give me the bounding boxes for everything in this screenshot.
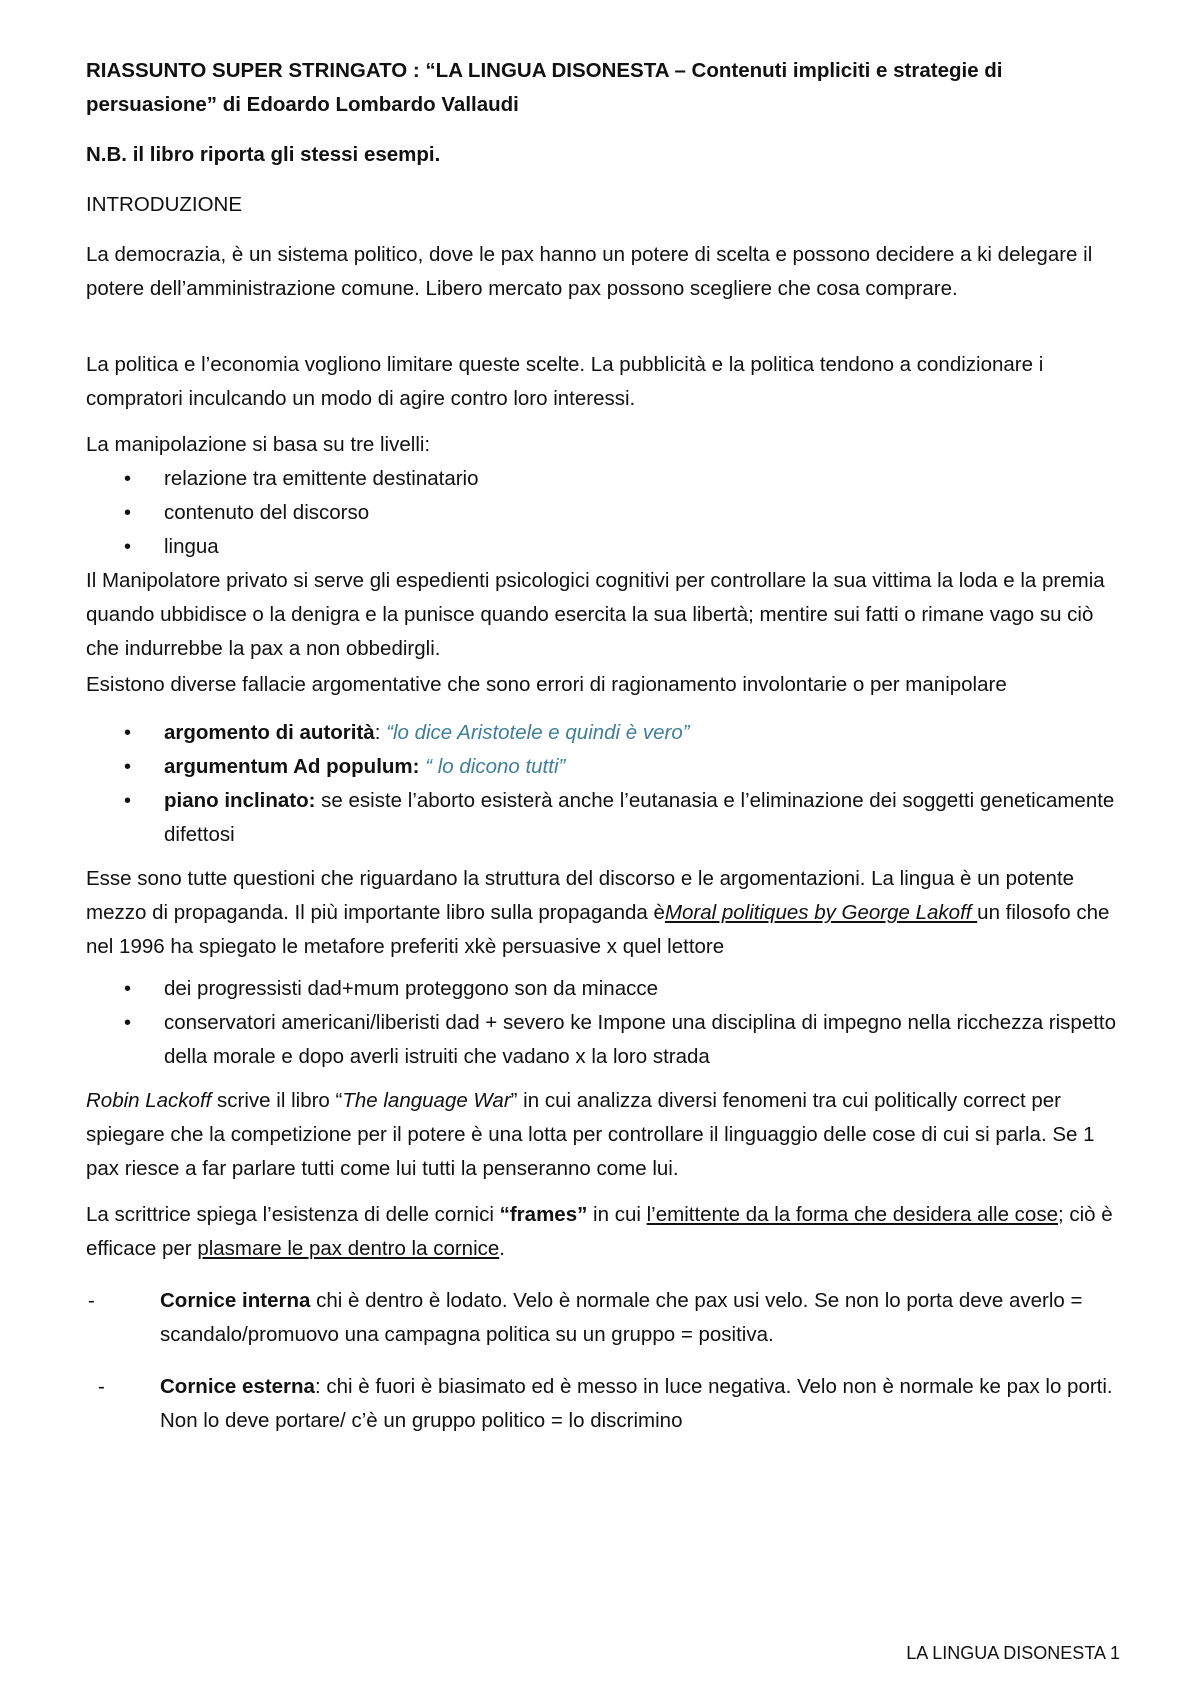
paragraph-politica: La politica e l’economia vogliono limitare queste scelte. La pubblicità e la politica tendono a condizionare i compratori inculcando un modo di agire contro loro interessi. (86, 353, 1044, 410)
list-item: • contenuto del discorso (86, 496, 1126, 530)
levels-list (86, 462, 1126, 564)
note: N.B. il libro riporta gli stessi esempi. (86, 143, 441, 166)
list-item: • conservatori americani/liberisti dad + severo ke Impone una disciplina di impegno nella ricchezza rispetto della morale e dopo averli istruiti che vadano x la loro strada (86, 1006, 1126, 1074)
paragraph-lackoff: Robin Lackoff scrive il libro “The language War” in cui analizza diversi fenomeni tra cui politically correct per spiegare che la competizione per il potere è una lotta per controllare il linguaggio delle cose di cui si parla. Se 1 pax riesce a far parlare tutti come lui tutti la penseranno come lui. (86, 1089, 1095, 1180)
book-title-link: Moral politiques by George Lakoff (664, 901, 978, 924)
levels-intro: La manipolazione si basa su tre livelli: (86, 433, 431, 456)
list-item: • relazione tra emittente destinatario (86, 462, 1126, 496)
title-author: di Edoardo Lombardo Vallaudi (217, 93, 519, 116)
bullet-icon: • (124, 536, 132, 558)
page-footer: LA LINGUA DISONESTA 1 (906, 1643, 1120, 1663)
bullet-icon: • (124, 502, 132, 524)
dash-marker: - (88, 1289, 95, 1312)
list-item: • piano inclinato: se esiste l’aborto esisterà anche l’eutanasia e l’eliminazione dei soggetti geneticamente difettosi (86, 784, 1126, 852)
paragraph-fallacie: Esistono diverse fallacie argomentative che sono errori di ragionamento involontarie o per manipolare (86, 673, 1007, 696)
bullet-icon: • (124, 722, 132, 744)
list-item: • argomento di autorità: “lo dice Aristotele e quindi è vero” (86, 716, 1126, 750)
title-bold: RIASSUNTO SUPER STRINGATO : “LA LINGUA DISONESTA – Contenuti impliciti e strategie di persuasione” (86, 59, 1003, 116)
metaphors-list (86, 972, 1126, 1074)
paragraph-frames: La scrittrice spiega l’esistenza di delle cornici “frames” in cui l’emittente da la forma che desidera alle cose; ciò è efficace per plasmare le pax dentro la cornice. (86, 1203, 1113, 1260)
fallacies-list (86, 716, 1126, 852)
manipulation-levels (86, 428, 1126, 666)
frame-item-external: - Cornice esterna: chi è fuori è biasimato ed è messo in luce negativa. Velo non è normale ke pax lo porti. Non lo deve portare/ c’è un gruppo politico = lo discrimino (98, 1370, 1126, 1438)
list-item: • dei progressisti dad+mum proteggono son da minacce (86, 972, 1126, 1006)
bullet-icon: • (124, 978, 132, 1000)
paragraph-democrazia: La democrazia, è un sistema politico, dove le pax hanno un potere di scelta e possono decidere a ki delegare il potere dell’amministrazione comune. Libero mercato pax possono scegliere che cosa comprare. (86, 243, 1093, 300)
paragraph-propaganda: Esse sono tutte questioni che riguardano la struttura del discorso e le argomentazioni. La lingua è un potente mezzo di propaganda. Il più importante libro sulla propaganda èMoral politiques by George Lakoff un filosofo che nel 1996 ha spiegato le metafore preferiti xkè persuasive x quel lettore (86, 867, 1110, 958)
list-item: • argumentum Ad populum: “ lo dicono tutti” (86, 750, 1126, 784)
bullet-icon: • (124, 1012, 132, 1034)
frame-item-internal: - Cornice interna chi è dentro è lodato. Velo è normale che pax usi velo. Se non lo porta deve averlo = scandalo/promuovo una campagna politica su un gruppo = positiva. (88, 1284, 1128, 1352)
bullet-icon: • (124, 756, 132, 778)
list-item: • lingua (86, 530, 1126, 564)
bullet-icon: • (124, 468, 132, 490)
document-title (86, 54, 1126, 122)
paragraph-manipolatore: Il Manipolatore privato si serve gli espedienti psicologici cognitivi per controllare la sua vittima la loda e la premia quando ubbidisce o la denigra e la punisce quando esercita la sua libertà; mentire sui fatti o rimane vago su ciò che indurrebbe la pax a non obbedirgli. (86, 569, 1105, 660)
section-heading: INTRODUZIONE (86, 193, 243, 216)
bullet-icon: • (124, 790, 132, 812)
dash-marker: - (98, 1375, 105, 1398)
